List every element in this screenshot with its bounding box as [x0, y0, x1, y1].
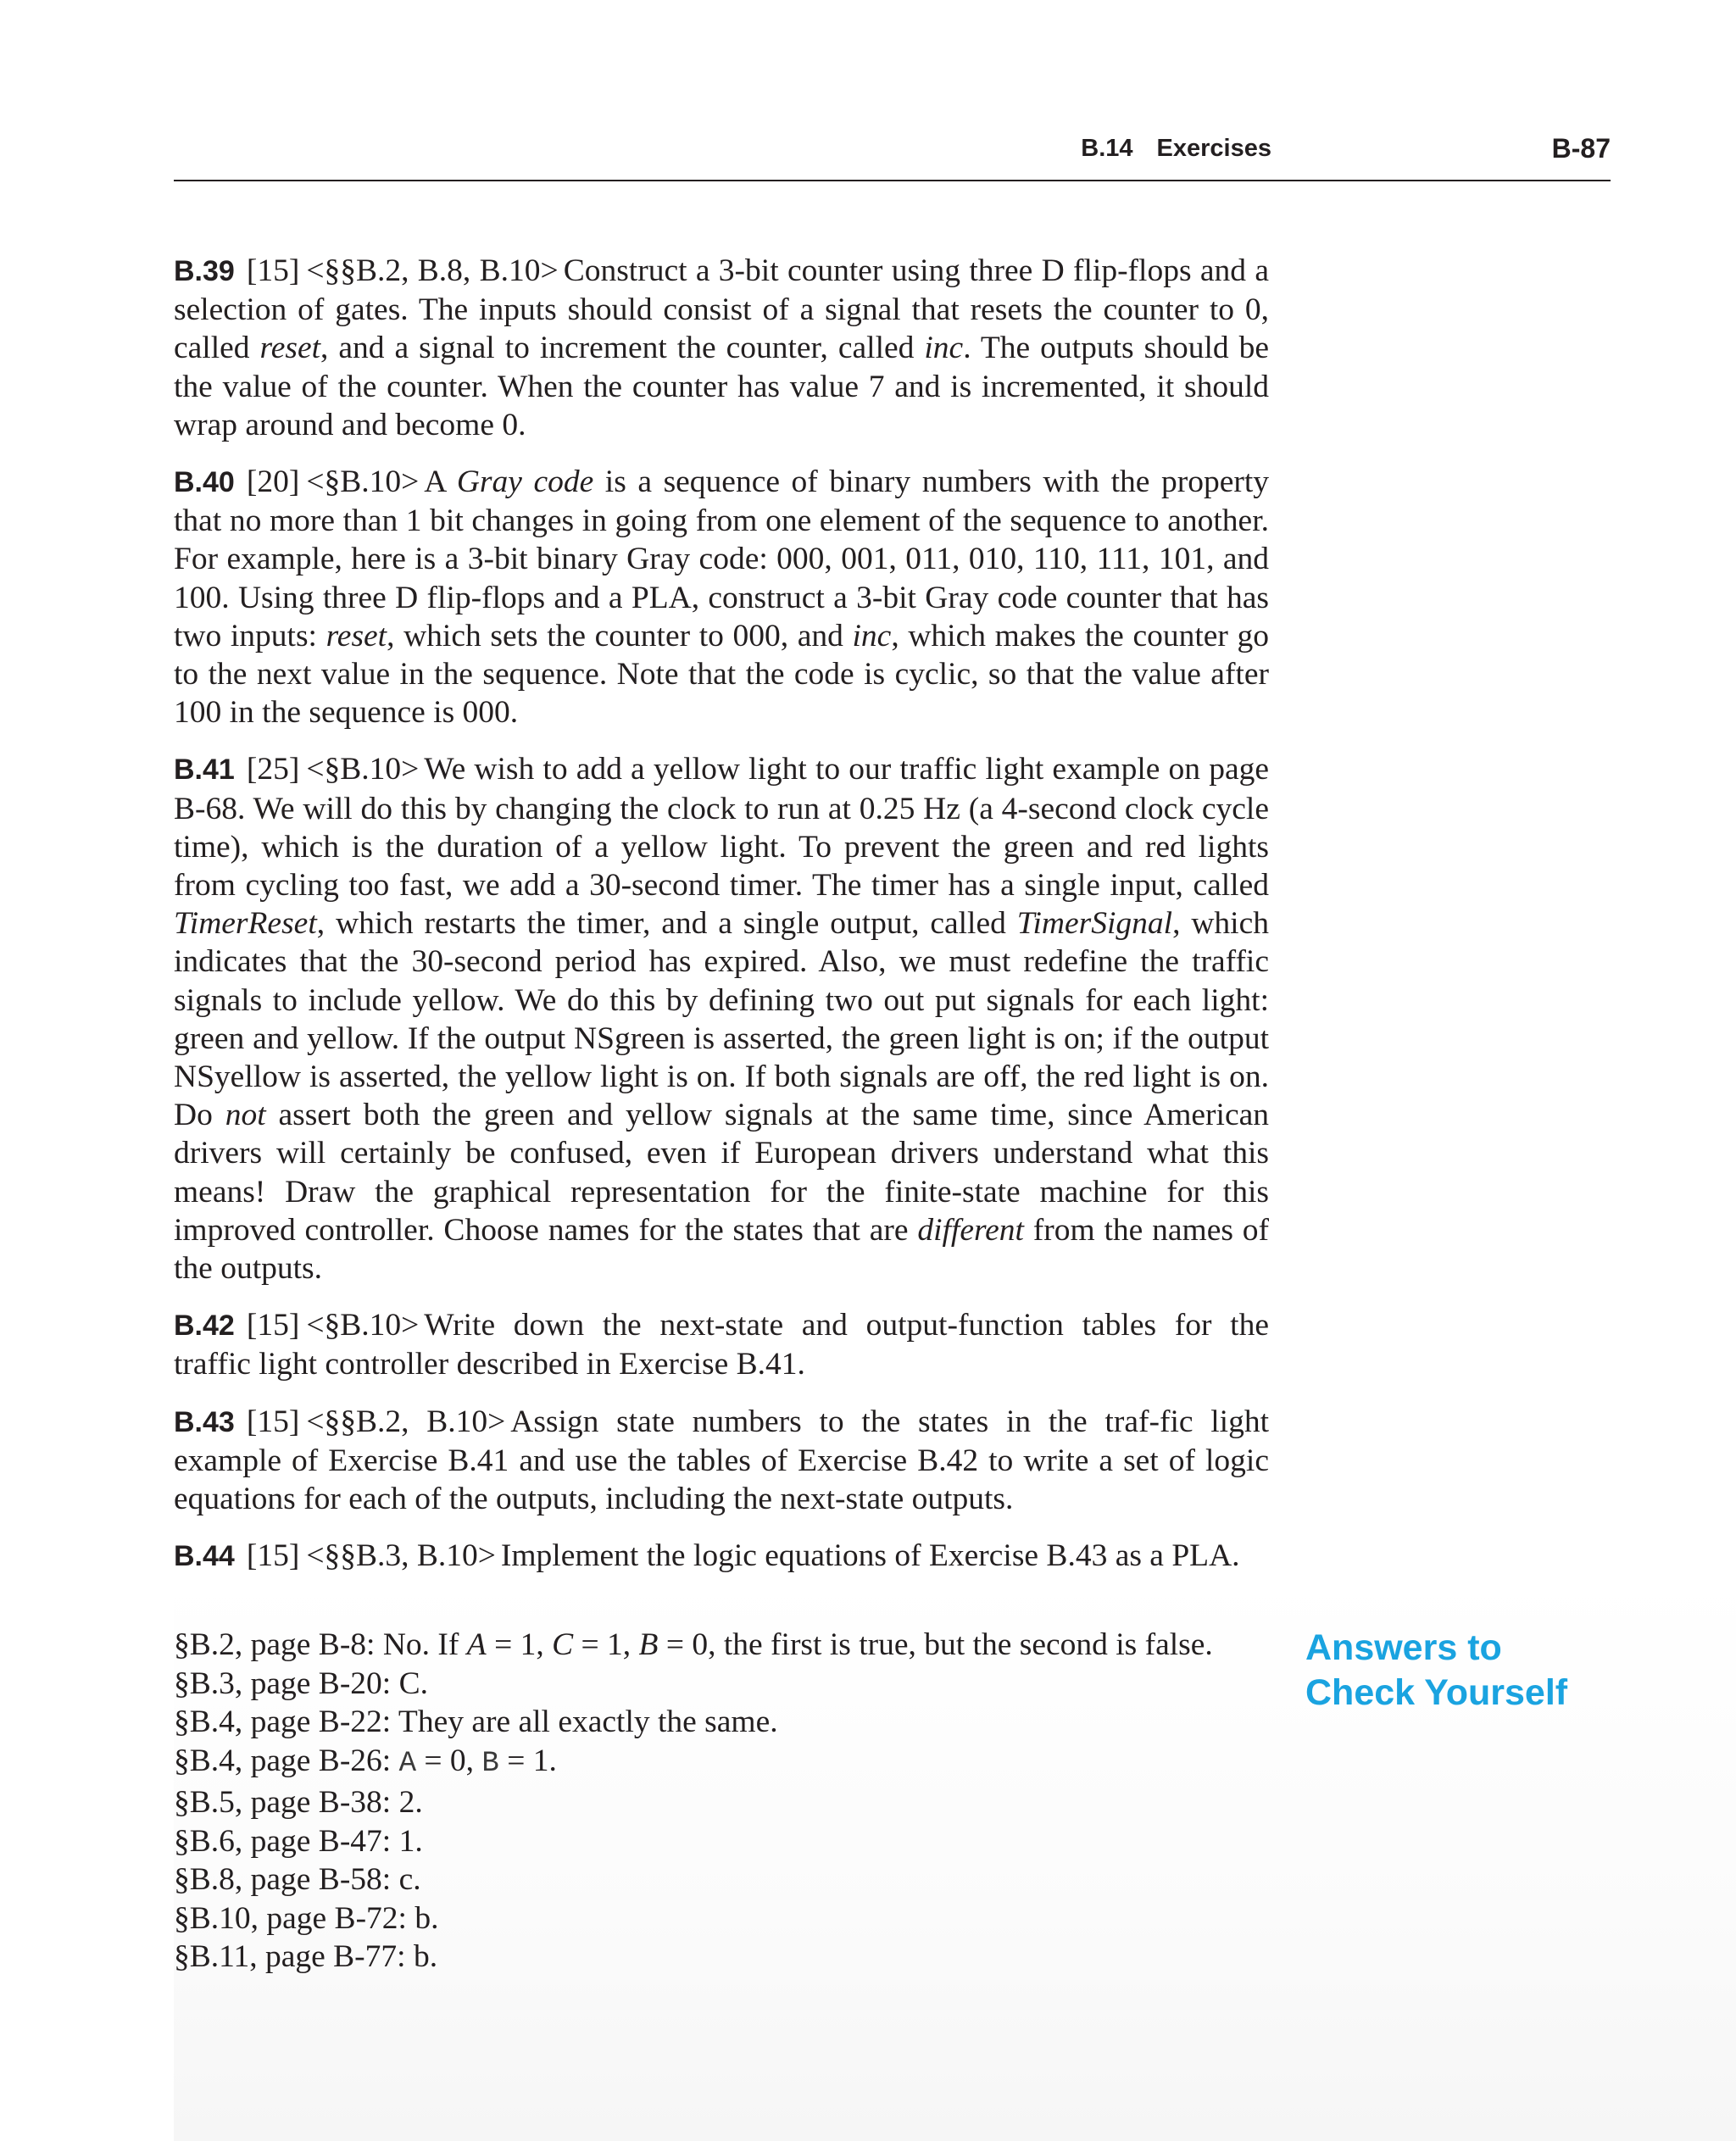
answer-line: §B.4, page B-26: A = 0, B = 1.: [174, 1743, 557, 1780]
mono-variable: A: [398, 1747, 417, 1780]
exercise-difficulty: [15]: [246, 1404, 300, 1439]
answer-line: §B.10, page B-72: b.: [174, 1900, 439, 1936]
exercise-b41: [174, 750, 1269, 1287]
section-number: B.14: [1081, 135, 1133, 162]
italic-term: inc: [924, 331, 964, 366]
exercise-text: A Gray code is a sequence of binary numbers with the property that no more than 1 bit changes in going from one element of the sequence to another. For example, here is a 3-bit binary Gray code: 000, 001, 011, 010, 110, 111, 101, and 100. Using three D flip-flops and a PLA, construct a 3-bit Gray code counter that has two inputs: reset, which sets the counter to 000, and inc, which makes the counter go to the next value in the sequence. Note that the code is cyclic, so that the value after 100 in the sequence is 000.: [174, 464, 1270, 731]
answers-heading-line1: Answers to: [1305, 1627, 1502, 1668]
italic-term: A: [466, 1627, 487, 1662]
running-head: [174, 131, 1611, 169]
italic-term: inc: [852, 618, 892, 653]
exercise-b40: [174, 463, 1269, 731]
exercise-sections: <§§B.2, B.10>: [306, 1404, 506, 1439]
exercise-difficulty: [25]: [246, 752, 300, 787]
answer-line: §B.2, page B-8: No. If A = 1, C = 1, B = 0, the first is true, but the second is false.: [174, 1627, 1213, 1662]
exercise-number: B.43: [174, 1405, 235, 1438]
section-title: Exercises: [1156, 135, 1271, 162]
answer-line: §B.5, page B-38: 2.: [174, 1785, 423, 1820]
exercise-list: [174, 252, 1269, 1595]
italic-term: not: [225, 1098, 266, 1133]
italic-term: B: [638, 1627, 659, 1662]
exercise-b42: [174, 1306, 1269, 1383]
exercise-number: B.39: [174, 255, 235, 287]
exercise-b43: [174, 1403, 1269, 1519]
exercise-text: We wish to add a yellow light to our traffic light example on page B-68. We will do this by changing the clock to run at 0.25 Hz (a 4-second clock cycle time), which is the duration of a yellow light. To prevent the green and red lights from cycling too fast, we add a 30-second timer. The timer has a single input, called TimerReset, which restarts the timer, and a single output, called TimerSignal, which indicates that the 30-second period has expired. Also, we must redefine the traffic signals to include yellow. We do this by defining two out put signals for each light: green and yellow. If the output NSgreen is asserted, the green light is on; if the output NSyellow is asserted, the yellow light is on. If both signals are off, the red light is on. Do not assert both the green and yellow signals at the same time, since American drivers will certainly be confused, even if European drivers understand what this means! Draw the graphical representation for the finite-state machine for this improved controller. Choose names for the states that are different from the names of the outputs.: [174, 752, 1269, 1287]
exercise-difficulty: [15]: [246, 1308, 300, 1343]
exercise-number: B.42: [174, 1310, 235, 1343]
exercise-b39: [174, 252, 1269, 444]
answer-line: §B.6, page B-47: 1.: [174, 1823, 423, 1859]
exercise-text: Construct a 3-bit counter using three D flip-flops and a selection of gates. The inputs should consist of a signal that resets the counter to 0, called reset, and a signal to increment the counter, called inc. The outputs should be the value of the counter. When the counter has value 7 and is incremented, it should wrap around and become 0.: [174, 253, 1269, 442]
italic-term: TimerReset: [174, 906, 317, 942]
exercise-sections: <§B.10>: [306, 464, 420, 500]
italic-term: different: [917, 1212, 1024, 1248]
answers-heading-line2: Check Yourself: [1305, 1672, 1568, 1713]
answer-line: §B.11, page B-77: b.: [174, 1939, 438, 1974]
exercise-b44: [174, 1537, 1269, 1576]
page-number: B-87: [1551, 133, 1611, 164]
exercise-sections: <§B.10>: [306, 752, 420, 787]
exercise-text: Assign state numbers to the states in the traf-fic light example of Exercise B.41 and use the tables of Exercise B.42 to write a set of logic equations for each of the outputs, including the next-state outputs.: [174, 1404, 1269, 1517]
running-head-section: [1081, 135, 1271, 163]
exercise-text: Write down the next-state and output-function tables for the traffic light controller described in Exercise B.41.: [174, 1308, 1269, 1382]
answer-line: §B.4, page B-22: They are all exactly the same.: [174, 1704, 778, 1739]
italic-term: TimerSignal: [1016, 906, 1173, 942]
exercise-sections: <§§B.2, B.8, B.10>: [306, 253, 559, 288]
italic-term: C: [552, 1627, 574, 1662]
exercise-difficulty: [20]: [246, 464, 300, 500]
header-rule: [174, 180, 1611, 181]
answer-line: §B.3, page B-20: C.: [174, 1666, 428, 1701]
italic-term: Gray code: [456, 464, 594, 500]
mono-variable: B: [481, 1747, 499, 1780]
answers-heading: [1305, 1626, 1644, 1716]
exercise-number: B.41: [174, 754, 235, 787]
exercise-difficulty: [15]: [246, 1538, 300, 1574]
exercise-sections: <§§B.3, B.10>: [306, 1538, 496, 1574]
answers-list: [174, 1626, 1293, 1977]
answer-line: §B.8, page B-58: c.: [174, 1862, 421, 1897]
exercise-text: Implement the logic equations of Exercise B.43 as a PLA.: [500, 1538, 1240, 1574]
exercise-difficulty: [15]: [246, 253, 300, 288]
exercise-number: B.40: [174, 466, 235, 499]
italic-term: reset: [326, 618, 387, 653]
exercise-number: B.44: [174, 1540, 235, 1573]
italic-term: reset: [259, 331, 321, 366]
exercise-sections: <§B.10>: [306, 1308, 420, 1343]
